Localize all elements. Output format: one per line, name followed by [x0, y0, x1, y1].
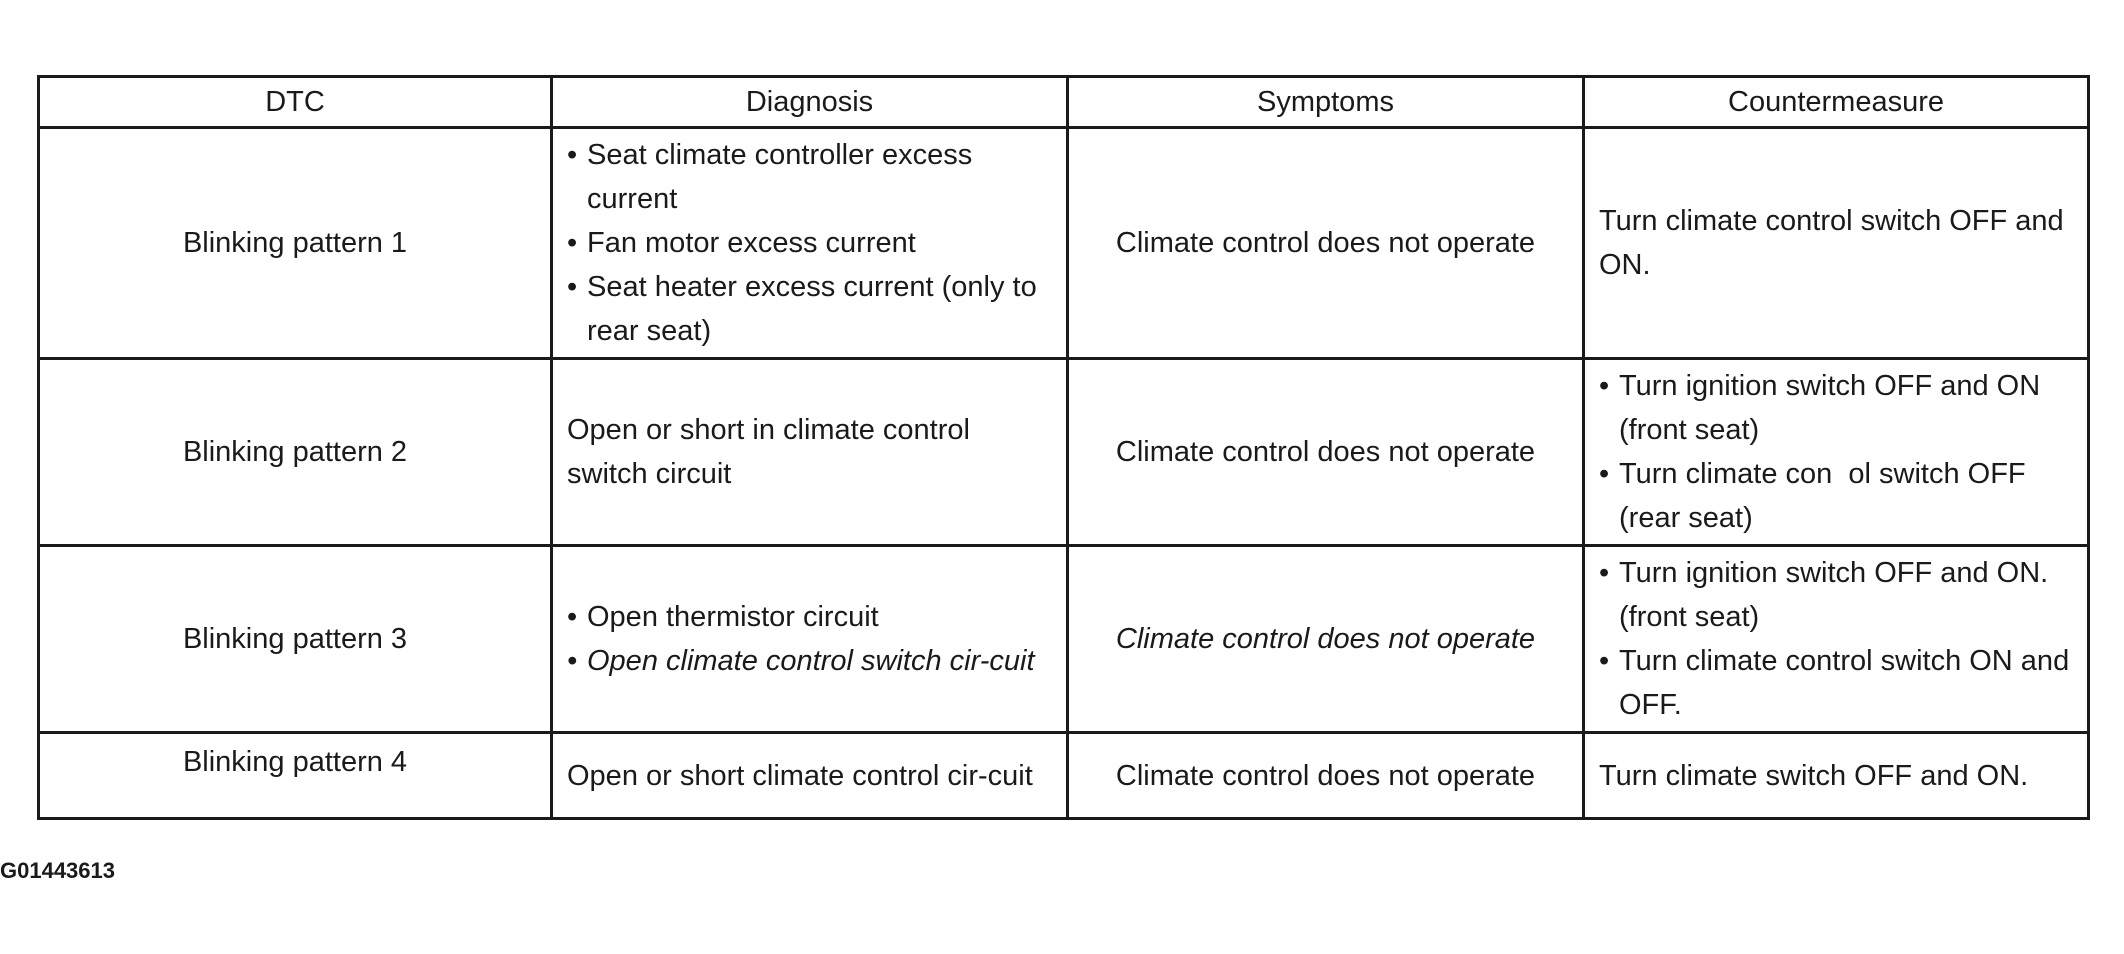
- countermeasure-cell: Turn climate switch OFF and ON.: [1584, 733, 2089, 819]
- table-row: [39, 733, 2089, 819]
- diagnosis-item: • Open climate control switch cir-cuit: [567, 639, 1052, 683]
- table-row: [39, 546, 2089, 733]
- countermeasure-item: • Turn ignition switch OFF and ON. (front seat): [1599, 551, 2073, 639]
- countermeasure-item: • Turn ignition switch OFF and ON (front seat): [1599, 364, 2073, 452]
- symptoms-cell: Climate control does not operate: [1068, 359, 1584, 546]
- header-dtc: DTC: [39, 77, 552, 128]
- countermeasure-item: • Turn climate con ol switch OFF (rear seat): [1599, 452, 2073, 540]
- figure-id: G01443613: [0, 858, 115, 883]
- symptoms-cell: Climate control does not operate: [1068, 546, 1584, 733]
- diagnosis-item: • Fan motor excess current: [567, 221, 1052, 265]
- table-header-row: [39, 77, 2089, 128]
- header-symptoms: Symptoms: [1068, 77, 1584, 128]
- diagnosis-cell: Open or short climate control cir-cuit: [552, 733, 1068, 819]
- header-diagnosis: Diagnosis: [552, 77, 1068, 128]
- dtc-cell: Blinking pattern 4: [39, 733, 552, 819]
- diagnosis-list: [567, 133, 1052, 353]
- diagnosis-item: • Seat climate controller excess current: [567, 133, 1052, 221]
- table-row: [39, 359, 2089, 546]
- countermeasure-item: • Turn climate control switch ON and OFF.: [1599, 639, 2073, 727]
- diagnosis-cell: Open or short in climate control switch circuit: [552, 359, 1068, 546]
- countermeasure-cell: [1584, 359, 2089, 546]
- dtc-cell: Blinking pattern 1: [39, 128, 552, 359]
- dtc-cell: Blinking pattern 2: [39, 359, 552, 546]
- countermeasure-list: [1599, 364, 2073, 540]
- diagnosis-item: • Seat heater excess current (only to rear seat): [567, 265, 1052, 353]
- diagnosis-item: • Open thermistor circuit: [567, 595, 1052, 639]
- symptoms-cell: Climate control does not operate: [1068, 733, 1584, 819]
- countermeasure-cell: [1584, 546, 2089, 733]
- countermeasure-list: [1599, 551, 2073, 727]
- symptoms-cell: Climate control does not operate: [1068, 128, 1584, 359]
- diagnosis-cell: [552, 546, 1068, 733]
- dtc-table: [37, 75, 2090, 820]
- countermeasure-cell: Turn climate control switch OFF and ON.: [1584, 128, 2089, 359]
- header-countermeasure: Countermeasure: [1584, 77, 2089, 128]
- table-row: [39, 128, 2089, 359]
- diagnosis-cell: [552, 128, 1068, 359]
- diagnosis-list: [567, 595, 1052, 683]
- dtc-cell: Blinking pattern 3: [39, 546, 552, 733]
